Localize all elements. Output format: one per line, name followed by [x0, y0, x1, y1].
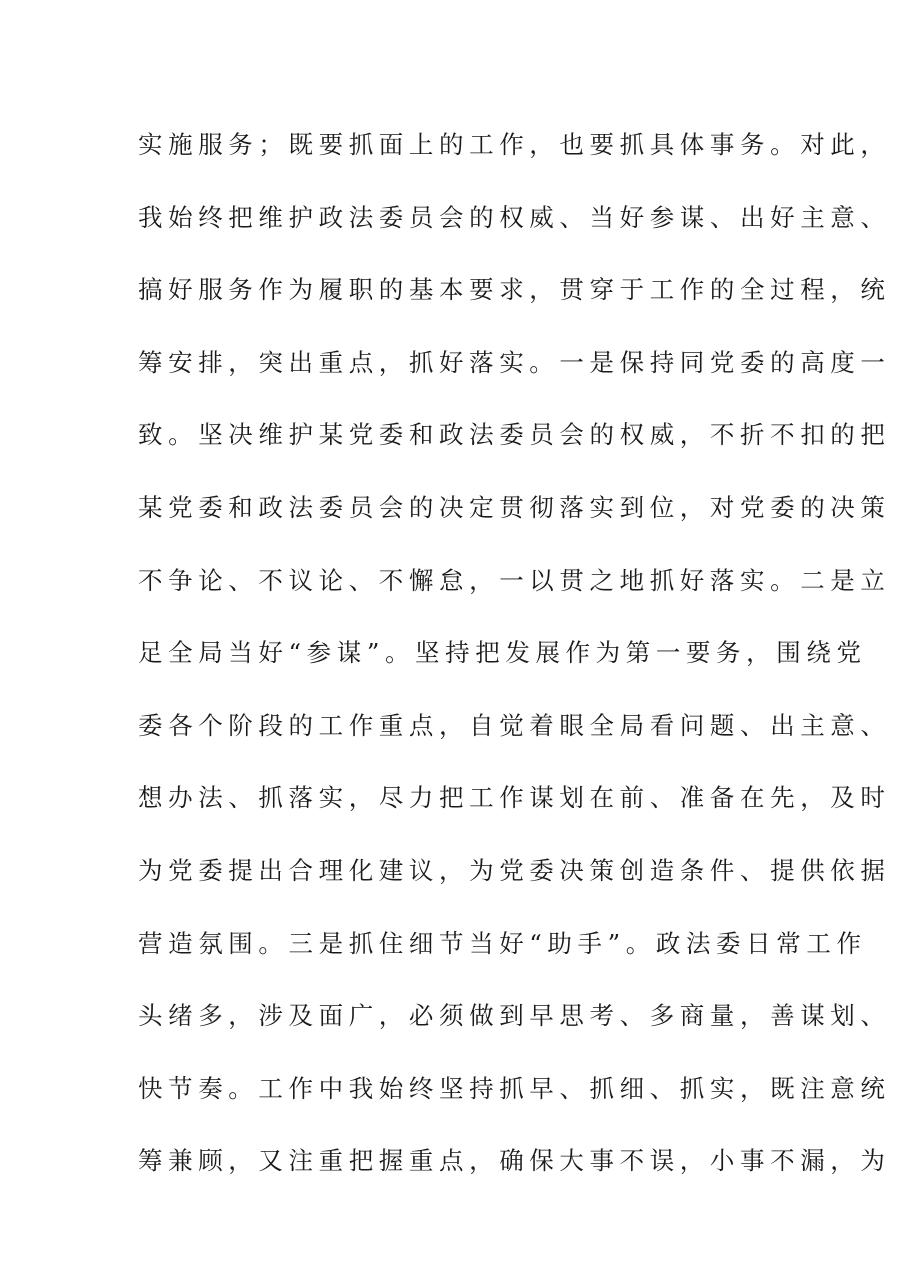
text-line: 某党委和政法委员会的决定贯彻落实到位，对党委的决策 [138, 492, 891, 522]
text-line: 筹兼顾，又注重把握重点，确保大事不误，小事不漏，为 [138, 1146, 891, 1176]
text-line: 搞好服务作为履职的基本要求，贯穿于工作的全过程，统 [138, 275, 891, 305]
text-line: 不争论、不议论、不懈怠，一以贯之地抓好落实。二是立 [138, 565, 891, 595]
text-line: 致。坚决维护某党委和政法委员会的权威，不折不扣的把 [138, 420, 891, 450]
text-line: 想办法、抓落实，尽力把工作谋划在前、准备在先，及时 [138, 783, 891, 813]
text-line: 头绪多，涉及面广，必须做到早思考、多商量，善谋划、 [138, 1001, 891, 1031]
body-text [138, 125, 891, 1214]
text-line: 足全局当好“参谋”。坚持把发展作为第一要务，围绕党 [138, 638, 867, 668]
text-line: 委各个阶段的工作重点，自觉着眼全局看问题、出主意、 [138, 710, 891, 740]
text-line: 营造氛围。三是抓住细节当好“助手”。政法委日常工作 [138, 928, 867, 958]
text-line: 我始终把维护政法委员会的权威、当好参谋、出好主意、 [138, 202, 891, 232]
text-line: 快节奏。工作中我始终坚持抓早、抓细、抓实，既注意统 [138, 1073, 891, 1103]
text-line: 筹安排，突出重点，抓好落实。一是保持同党委的高度一 [138, 347, 891, 377]
text-line: 实施服务；既要抓面上的工作，也要抓具体事务。对此， [138, 130, 891, 159]
text-line: 为党委提出合理化建议，为党委决策创造条件、提供依据 [138, 855, 891, 885]
